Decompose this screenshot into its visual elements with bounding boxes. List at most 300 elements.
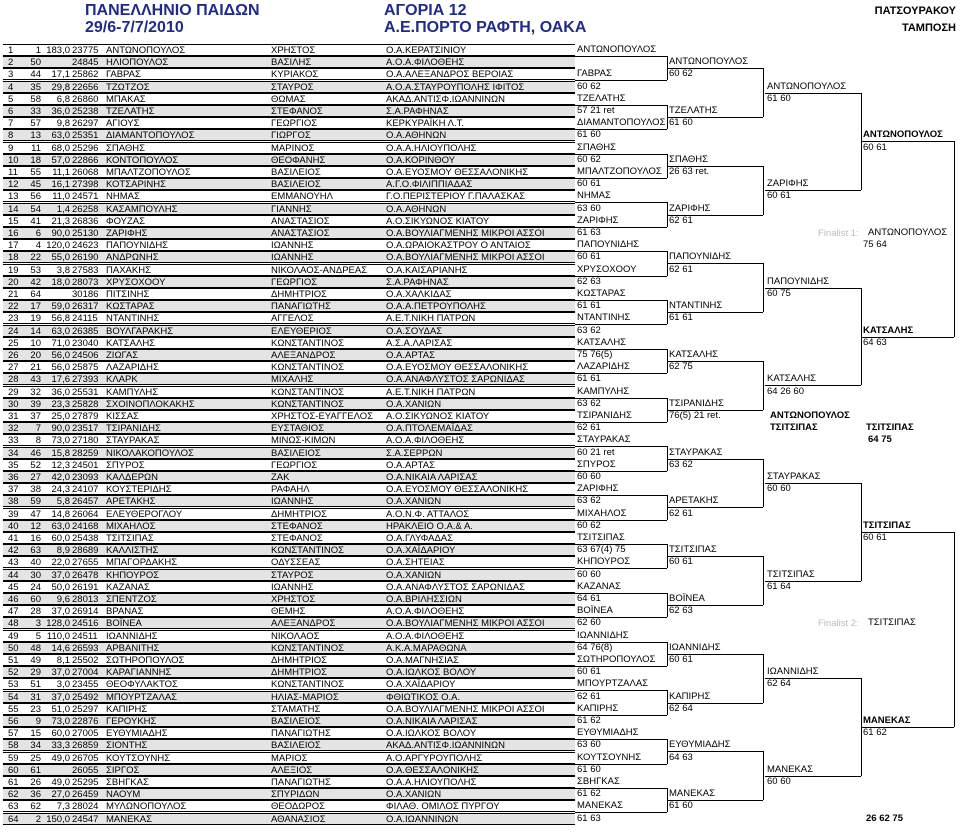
surname: ΣΩΤΗΡΟΠΟΥΛΟΣ [106, 655, 185, 666]
club-name: Ο.Α.ΑΘΗΝΩΝ [386, 130, 447, 142]
ranking-points: 51,0 [51, 703, 70, 715]
player-id: 26317 [72, 301, 99, 313]
row-band [3, 532, 575, 544]
semifinal-winner-bottom: ΤΣΙΤΣΙΠΑΣ [770, 422, 818, 434]
draw-position: 27 [8, 362, 19, 374]
bracket-connector [954, 141, 955, 336]
draw-position: 36 [8, 472, 19, 483]
ranking-points: 128,0 [46, 618, 70, 630]
surname: ΚΛΑΡΚ [106, 374, 138, 386]
match-winner: ΑΝΤΩΝΟΠΟΥΛΟΣ [767, 80, 847, 92]
seed-number: 6 [35, 228, 41, 239]
seed-number: 46 [30, 447, 41, 459]
match-score: 61 62 [577, 788, 601, 800]
row-band [3, 703, 575, 715]
match-score: 60 61 [577, 251, 601, 263]
player-id: 28024 [72, 801, 99, 813]
match-winner: ΙΩΑΝΝΙΔΗΣ [767, 666, 819, 678]
ranking-points: 22,0 [51, 557, 70, 569]
surname: ΣΤΑΥΡΑΚΑΣ [106, 435, 160, 447]
player-id: 26191 [72, 581, 99, 593]
player-id: 24516 [72, 618, 99, 630]
club-name: Ο.Α.Α.ΗΛΙΟΥΠΟΛΗΣ [386, 142, 477, 154]
row-band [3, 666, 575, 678]
match-score: 61 60 [577, 763, 601, 775]
seed-number: 28 [30, 606, 41, 618]
first-name: ΒΑΣΙΛΕΙΟΣ [271, 740, 321, 752]
player-id: 28689 [72, 545, 99, 557]
seed-number: 20 [30, 350, 41, 361]
draw-position: 15 [8, 215, 19, 227]
seed-number: 55 [30, 167, 41, 178]
seed-number: 36 [30, 789, 41, 801]
row-band [3, 691, 575, 703]
draw-position: 22 [8, 301, 19, 313]
match-score: 64 61 [577, 593, 601, 604]
row-band [3, 459, 575, 471]
row-band [3, 410, 575, 422]
seed-number: 15 [30, 728, 41, 740]
row-band [3, 544, 575, 556]
draw-position: 37 [8, 484, 19, 496]
player-id: 26068 [72, 167, 99, 178]
club-name: Ο.Α.ΚΟΡΙΝΘΟΥ [386, 154, 456, 166]
first-name: ΣΤΑΥΡΟΣ [271, 81, 314, 93]
row-band [3, 434, 575, 446]
category-title: ΑΓΟΡΙΑ 12 [384, 2, 467, 19]
match-winner: ΚΟΥΤΣΟΥΝΗΣ [577, 751, 642, 763]
surname: ΤΣΙΡΑΝΙΔΗΣ [106, 423, 161, 435]
ranking-points: 33,3 [51, 740, 70, 752]
row-band [3, 166, 575, 178]
draw-position: 60 [8, 764, 19, 776]
ranking-points: 150,0 [46, 813, 70, 825]
club-name: Ο.Α.ΘΕΣΣΑΛΟΝΙΚΗΣ [386, 764, 479, 776]
first-name: ΣΤΕΦΑΝΟΣ [271, 106, 323, 117]
club-name: Α.Ο.Α.ΦΙΛΟΘΕΗΣ [386, 606, 465, 618]
ranking-points: 60,0 [51, 533, 70, 544]
club-name: Ο.Α.ΒΡΙΛΗΣΣΙΩΝ [386, 594, 462, 605]
first-name: ΑΛΕΞΙΟΣ [271, 764, 313, 776]
first-name: ΕΜΜΑΝΟΥΗΛ [271, 191, 333, 203]
surname: ΣΠΥΡΟΣ [106, 459, 145, 471]
club-name: Σ.Α.ΡΑΦΗΝΑΣ [386, 106, 449, 117]
surname: ΚΑΡΑΓΙΑΝΝΗΣ [106, 667, 172, 679]
match-winner: ΤΣΙΤΣΙΠΑΣ [669, 544, 717, 556]
seed-number: 17 [30, 301, 41, 313]
club-name: Ο.Α.ΕΥΟΣΜΟΥ ΘΕΣΣΑΛΟΝΙΚΗΣ [386, 484, 529, 496]
bracket-connector [954, 532, 955, 727]
row-band [3, 178, 575, 190]
player-id: 27004 [72, 667, 99, 679]
first-name: ΟΔΥΣΣΕΑΣ [271, 557, 321, 569]
club-name: Ο.Α.ΙΩΑΝΝΙΝΩΝ [386, 813, 459, 825]
semifinal-winner-top: ΑΝΤΩΝΟΠΟΥΛΟΣ [770, 410, 850, 421]
match-winner: ΚΑΤΣΑΛΗΣ [577, 336, 627, 348]
surname: ΜΙΧΑΗΛΟΣ [106, 520, 156, 532]
player-id: 23517 [72, 423, 99, 435]
row-band [3, 215, 575, 227]
first-name: ΣΠΥΡΙΔΩΝ [271, 789, 320, 801]
player-id: 23093 [72, 472, 99, 483]
match-score: 61 61 [577, 300, 601, 312]
ranking-points: 55,0 [51, 252, 70, 264]
club-name: Ο.Α.ΩΡΑΙΟΚΑΣΤΡΟΥ Ο ΑΝΤΑΙΟΣ [386, 240, 531, 252]
ranking-points: 18,0 [51, 276, 70, 288]
draw-position: 42 [8, 545, 19, 557]
match-winner: ΚΗΠΟΥΡΟΣ [577, 556, 631, 568]
first-name: ΒΑΣΙΛΗΣ [271, 57, 312, 69]
ranking-points: 23,3 [51, 398, 70, 410]
draw-position: 3 [8, 69, 14, 81]
player-id: 27180 [72, 435, 99, 447]
draw-position: 4 [8, 81, 14, 93]
surname: ΑΝΤΩΝΟΠΟΥΛΟΣ [106, 45, 186, 56]
row-band [3, 44, 575, 56]
club-name: Ο.Α.ΝΙΚΑΙΑ ΛΑΡΙΣΑΣ [386, 716, 478, 727]
player-id: 26478 [72, 569, 99, 581]
player-id: 28073 [72, 276, 99, 288]
club-name: Ο.Α.ΓΛΥΦΑΔΑΣ [386, 533, 454, 544]
seed-number: 53 [30, 264, 41, 276]
player-id: 23455 [72, 679, 99, 691]
draw-position: 2 [8, 57, 14, 69]
surname: ΚΑΜΠΥΛΗΣ [106, 386, 159, 398]
surname: ΚΩΣΤΑΡΑΣ [106, 301, 155, 313]
first-name: ΘΕΟΦΑΝΗΣ [271, 154, 326, 166]
seed-number: 3 [35, 618, 41, 630]
row-band [3, 727, 575, 739]
player-id: 24547 [72, 813, 99, 825]
draw-position: 39 [8, 508, 19, 520]
ranking-points: 8,9 [56, 545, 70, 557]
player-id: 25297 [72, 703, 99, 715]
player-id: 25492 [72, 691, 99, 703]
first-name: ΓΕΩΡΓΙΟΣ [271, 459, 318, 471]
seed-number: 9 [35, 716, 41, 727]
draw-position: 49 [8, 630, 19, 642]
row-band [3, 227, 575, 239]
seed-number: 63 [30, 545, 41, 557]
first-name: ΚΩΝΣΤΑΝΤΙΝΟΣ [271, 362, 345, 374]
finalist-1-label: Finalist 1: [818, 228, 859, 239]
match-winner: ΜΠΑΛΤΖΟΠΟΥΛΟΣ [577, 166, 662, 177]
match-score: 63 60 [577, 202, 601, 214]
first-name: ΘΕΜΗΣ [271, 606, 306, 618]
row-band [3, 361, 575, 373]
match-winner: ΤΣΙΤΣΙΠΑΣ [863, 519, 911, 531]
draw-position: 55 [8, 703, 19, 715]
player-id: 25438 [72, 533, 99, 544]
player-id: 26836 [72, 215, 99, 227]
seed-number: 16 [30, 533, 41, 544]
seed-number: 50 [30, 57, 41, 69]
draw-position: 20 [8, 276, 19, 288]
row-band [3, 398, 575, 410]
match-score: 63 62 [577, 397, 601, 409]
row-band [3, 312, 575, 324]
match-score: 61 63 [577, 812, 601, 824]
draw-position: 44 [8, 569, 19, 581]
row-band [3, 678, 575, 690]
row-band [3, 386, 575, 398]
draw-position: 23 [8, 313, 19, 325]
match-score: 60 61 [577, 178, 601, 190]
match-score: 60 62 [577, 153, 601, 165]
assistant-name: ΤΑΜΠΟΣΗ [901, 22, 956, 34]
match-winner: ΣΩΤΗΡΟΠΟΥΛΟΣ [577, 654, 656, 665]
bracket-connector [763, 166, 764, 215]
match-score: 62 61 [669, 507, 693, 519]
seed-number: 37 [30, 411, 41, 422]
player-id: 25502 [72, 655, 99, 666]
first-name: ΑΝΑΣΤΑΣΙΟΣ [271, 215, 330, 227]
match-winner: ΤΣΙΡΑΝΙΔΗΣ [669, 397, 724, 409]
row-band [3, 569, 575, 581]
seed-number: 26 [30, 777, 41, 788]
first-name: ΒΑΣΙΛΕΙΟΣ [271, 447, 321, 459]
player-id: 26055 [72, 764, 99, 776]
club-name: Α.Ο.ΑΡΓΥΡΟΥΠΟΛΗΣ [386, 752, 483, 764]
match-score: 61 63 [577, 227, 601, 238]
first-name: ΣΤΕΦΑΝΟΣ [271, 533, 323, 544]
first-name: ΖΑΚ [271, 472, 290, 483]
ranking-points: 56,0 [51, 350, 70, 361]
match-score: 60 61 [577, 666, 601, 678]
player-id: 27393 [72, 374, 99, 386]
ranking-points: 5,8 [56, 496, 70, 508]
seed-number: 40 [30, 557, 41, 569]
player-id: 27005 [72, 728, 99, 740]
final-score: 64 75 [868, 434, 892, 446]
ranking-points: 120,0 [46, 240, 70, 252]
club-name: ΑΚΑΔ.ΑΝΤΙΣΦ.ΙΩΑΝΝΙΝΩΝ [386, 740, 505, 752]
row-band [3, 483, 575, 495]
seed-number: 45 [30, 179, 41, 191]
draw-position: 56 [8, 716, 19, 727]
row-band [3, 788, 575, 800]
club-name: Ο.Α.ΜΑΓΝΗΣΙΑΣ [386, 655, 459, 666]
match-score: 61 61 [577, 373, 601, 385]
surname: ΕΥΘΥΜΙΑΔΗΣ [106, 728, 168, 740]
first-name: ΕΥΣΤΑΘΙΟΣ [271, 423, 325, 435]
first-name: ΓΙΩΡΓΟΣ [271, 130, 311, 142]
row-band [3, 117, 575, 129]
seed-number: 38 [30, 484, 41, 496]
surname: ΕΛΕΥΘΕΡΟΓΛΟΥ [106, 508, 183, 520]
club-name: Ο.Α.ΕΥΟΣΜΟΥ ΘΕΣΣΑΛΟΝΙΚΗΣ [386, 362, 529, 374]
seed-number: 5 [35, 630, 41, 642]
first-name: ΔΗΜΗΤΡΙΟΣ [271, 667, 328, 679]
surname: ΖΑΡΙΦΗΣ [106, 228, 148, 239]
first-name: ΧΡΗΣΤΟΣ [271, 45, 316, 56]
draw-position: 13 [8, 191, 19, 203]
finalist-1-name: ΑΝΤΩΝΟΠΟΥΛΟΣ [868, 227, 948, 238]
seed-number: 31 [30, 691, 41, 703]
match-winner: ΚΑΜΠΥΛΗΣ [577, 385, 630, 397]
match-winner: ΤΖΕΛΑΤΗΣ [577, 92, 626, 104]
match-score: 63 62 [577, 324, 601, 336]
ranking-points: 11,1 [52, 167, 70, 178]
club-name: Ο.Α.ΙΩΛΚΟΣ ΒΟΛΟΥ [386, 667, 477, 679]
match-winner: ΣΠΑΘΗΣ [577, 141, 616, 153]
surname: ΚΟΥΣΤΕΡΙΔΗΣ [106, 484, 172, 496]
ranking-points: 3,8 [56, 264, 70, 276]
surname: ΚΟΤΣΑΡΙΝΗΣ [106, 179, 167, 191]
ranking-points: 17,1 [51, 69, 70, 81]
surname: ΣΒΗΓΚΑΣ [106, 777, 149, 788]
venue-title: Α.Ε.ΠΟΡΤΟ ΡΑΦΤΗ, ΟΑΚΑ [384, 19, 587, 36]
draw-position: 59 [8, 752, 19, 764]
match-score: 60 62 [577, 519, 601, 531]
surname: ΚΙΣΣΑΣ [106, 411, 139, 422]
ranking-points: 73,0 [51, 435, 70, 447]
seed-number: 2 [35, 813, 41, 825]
match-winner: ΙΩΑΝΝΙΔΗΣ [577, 629, 629, 641]
seed-number: 12 [30, 520, 41, 532]
club-name: Α.Ο.ΣΙΚΥΩΝΟΣ ΚΙΑΤΟΥ [386, 411, 490, 422]
seed-number: 57 [30, 118, 41, 130]
draw-position: 16 [8, 228, 19, 239]
row-band [3, 617, 575, 629]
draw-position: 32 [8, 423, 19, 435]
surname: ΒΡΑΝΑΣ [106, 606, 144, 618]
first-name: ΣΤΑΜΑΤΗΣ [271, 703, 321, 715]
player-id: 30186 [72, 289, 99, 300]
match-winner: ΣΒΗΓΚΑΣ [577, 776, 620, 787]
match-score: 60 61 [863, 141, 887, 153]
row-band [3, 508, 575, 520]
first-name: ΠΑΝΑΓΙΩΤΗΣ [271, 777, 331, 788]
seed-number: 60 [30, 594, 41, 605]
seed-number: 54 [30, 203, 41, 215]
match-winner: ΖΑΡΙΦΗΣ [669, 202, 711, 214]
draw-position: 46 [8, 594, 19, 605]
seed-number: 30 [30, 569, 41, 581]
match-winner: ΖΑΡΙΦΗΣ [577, 483, 619, 495]
first-name: ΧΡΗΣΤΟΣ-ΕΥΑΓΓΕΛΟΣ [271, 411, 373, 422]
match-score: 60 75 [767, 288, 791, 299]
match-winner: ΕΥΘΥΜΙΑΔΗΣ [669, 739, 731, 751]
match-score: 61 60 [669, 800, 693, 812]
club-name: Ο.Α.ΣΗΤΕΙΑΣ [386, 557, 445, 569]
seed-number: 42 [30, 276, 41, 288]
player-id: 26459 [72, 789, 99, 801]
draw-position: 40 [8, 520, 19, 532]
row-band [3, 605, 575, 617]
first-name: ΚΩΝΣΤΑΝΤΙΝΟΣ [271, 642, 345, 654]
seed-number: 32 [30, 386, 41, 398]
surname: ΣΠΕΝΤΖΟΣ [106, 594, 157, 605]
match-winner: ΕΥΘΥΜΙΑΔΗΣ [577, 727, 639, 739]
surname: ΝΗΜΑΣ [106, 191, 140, 203]
player-id: 24623 [72, 240, 99, 252]
draw-position: 61 [8, 777, 19, 788]
club-name: Ο.Α.ΚΕΡΑΤΣΙΝΙΟΥ [386, 45, 467, 56]
ranking-points: 110,0 [46, 630, 70, 642]
bracket-connector [763, 263, 764, 312]
player-id: 24511 [72, 630, 98, 642]
player-id: 27398 [72, 179, 99, 191]
ranking-points: 17,6 [51, 374, 70, 386]
match-score: 62 63 [669, 605, 693, 617]
ranking-points: 60,0 [51, 728, 70, 740]
surname: ΣΧΟΙΝΟΠΛΟΚΑΚΗΣ [106, 398, 195, 410]
draw-position: 14 [8, 203, 19, 215]
draw-position: 41 [8, 533, 19, 544]
ranking-points: 1,4 [56, 203, 70, 215]
match-score: 63 60 [577, 739, 601, 751]
match-score: 60 61 [669, 556, 693, 568]
match-score: 60 61 [767, 190, 791, 202]
surname: ΓΑΒΡΑΣ [106, 69, 141, 81]
seed-number: 49 [30, 655, 41, 666]
match-score: 62 61 [669, 263, 693, 275]
player-id: 26593 [72, 642, 99, 654]
club-name: Ο.Α.Α.ΗΛΙΟΥΠΟΛΗΣ [386, 777, 477, 788]
match-winner: ΓΑΒΡΑΣ [577, 68, 612, 80]
club-name: Ο.Α.ΧΑΝΙΩΝ [386, 569, 442, 581]
first-name: ΜΑΡΙΟΣ [271, 752, 308, 764]
ranking-points: 37,0 [51, 569, 70, 581]
match-winner: ΑΡΕΤΑΚΗΣ [669, 495, 719, 507]
surname: ΒΟΥΛΓΑΡΑΚΗΣ [106, 325, 174, 337]
seed-number: 56 [30, 191, 41, 203]
ranking-points: 9,8 [56, 118, 70, 130]
draw-position: 58 [8, 740, 19, 752]
row-band [3, 373, 575, 385]
match-score: 62 64 [767, 678, 791, 690]
club-name: Ο.Α.ΕΥΟΣΜΟΥ ΘΕΣΣΑΛΟΝΙΚΗΣ [386, 167, 529, 178]
ranking-points: 59,0 [51, 301, 70, 313]
seed-number: 43 [30, 374, 41, 386]
match-score: 62 61 [669, 214, 693, 226]
player-id: 26860 [72, 93, 99, 105]
surname: ΚΟΝΤΟΠΟΥΛΟΣ [106, 154, 179, 166]
first-name: ΚΥΡΙΑΚΟΣ [271, 69, 319, 81]
surname: ΚΟΥΤΣΟΥΝΗΣ [106, 752, 171, 764]
draw-position: 26 [8, 350, 19, 361]
player-id: 26705 [72, 752, 99, 764]
match-winner: ΣΠΑΘΗΣ [669, 153, 708, 165]
club-name: ΦΘΙΩΤΙΚΟΣ Ο.Α. [386, 691, 461, 703]
draw-position: 29 [8, 386, 19, 398]
draw-position: 6 [8, 106, 14, 117]
surname: ΣΙΡΓΟΣ [106, 764, 140, 776]
draw-position: 63 [8, 801, 19, 813]
row-band [3, 288, 575, 300]
seed-number: 44 [30, 69, 41, 81]
bracket-connector [763, 459, 764, 508]
row-band [3, 68, 575, 80]
ranking-points: 37,0 [51, 606, 70, 618]
match-winner: ΠΑΠΟΥΝΙΔΗΣ [669, 251, 732, 263]
tournament-dates: 29/6-7/7/2010 [85, 19, 184, 36]
row-band [3, 752, 575, 764]
referee-name: ΠΑΤΣΟΥΡΑΚΟΥ [874, 5, 956, 17]
first-name: ΚΩΝΣΤΑΝΤΙΝΟΣ [271, 386, 345, 398]
match-score: 60 60 [767, 483, 791, 495]
club-name: Α.Σ.Α.ΛΑΡΙΣΑΣ [386, 337, 453, 349]
surname: ΝΙΚΟΛΑΚΟΠΟΥΛΟΣ [106, 447, 194, 459]
ranking-points: 36,0 [51, 106, 70, 117]
first-name: ΓΕΩΡΓΙΟΣ [271, 118, 318, 130]
first-name: ΙΩΑΝΝΗΣ [271, 581, 314, 593]
seed-number: 13 [30, 130, 41, 142]
club-name: Ο.Α.ΑΡΤΑΣ [386, 350, 435, 361]
row-band [3, 349, 575, 361]
match-score: 63 67(4) 75 [577, 544, 626, 556]
